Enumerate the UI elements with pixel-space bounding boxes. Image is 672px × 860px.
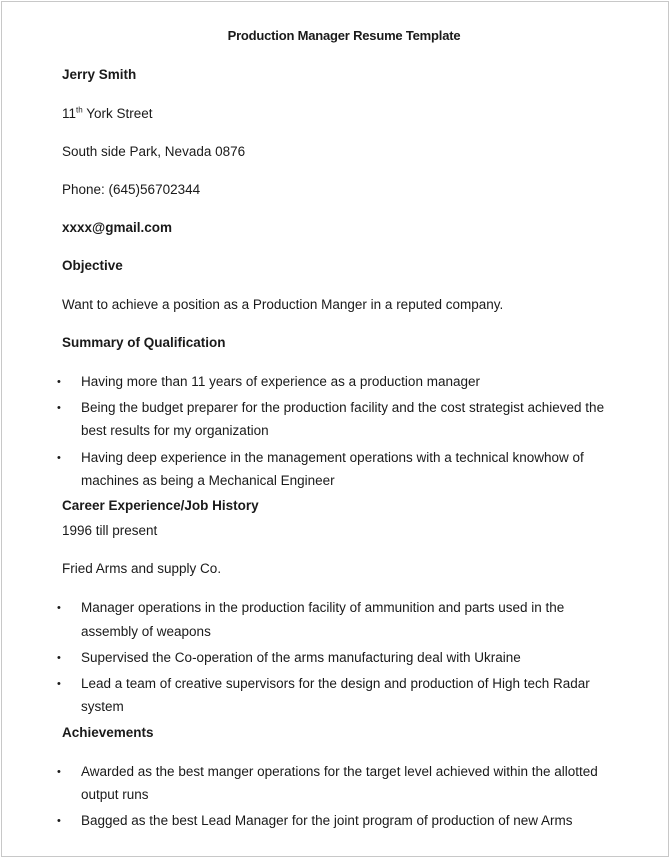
list-item-text: Manager operations in the production facility of ammunition and parts used in the xyxy=(81,600,565,615)
career-company: Fried Arms and supply Co. xyxy=(62,561,222,576)
bullet-icon: • xyxy=(57,652,61,664)
street-number: 11 xyxy=(62,106,77,121)
bullet-icon: • xyxy=(57,376,61,388)
career-period: 1996 till present xyxy=(62,523,158,538)
list-item-text-continued: assembly of weapons xyxy=(81,624,211,639)
achievements-heading: Achievements xyxy=(62,725,154,740)
street-name: York Street xyxy=(82,106,153,121)
bullet-icon: • xyxy=(57,402,61,414)
bullet-icon: • xyxy=(57,678,61,690)
summary-heading: Summary of Qualification xyxy=(62,335,226,350)
bullet-icon: • xyxy=(57,602,61,614)
list-item-text: Being the budget preparer for the production facility and the cost strategist achieved the xyxy=(81,400,605,415)
list-item-text-continued: best results for my organization xyxy=(81,423,269,438)
list-item-text: Supervised the Co-operation of the arms manufacturing deal with Ukraine xyxy=(81,650,521,665)
email-address: xxxx@gmail.com xyxy=(62,220,172,235)
street-address xyxy=(62,105,152,123)
list-item-text-continued: output runs xyxy=(81,787,149,802)
bullet-icon: • xyxy=(57,766,61,778)
objective-text: Want to achieve a position as a Production Manger in a reputed company. xyxy=(62,297,504,312)
candidate-name: Jerry Smith xyxy=(62,67,137,82)
list-item-text: Awarded as the best manger operations for the target level achieved within the allotted xyxy=(81,764,598,779)
list-item-text-continued: system xyxy=(81,699,124,714)
objective-heading: Objective xyxy=(62,258,123,273)
street-number-suffix: th xyxy=(76,105,83,115)
bullet-icon: • xyxy=(57,815,61,827)
career-heading: Career Experience/Job History xyxy=(62,498,259,513)
phone-number: Phone: (645)56702344 xyxy=(62,182,201,197)
list-item-text-continued: machines as being a Mechanical Engineer xyxy=(81,473,335,488)
city-line: South side Park, Nevada 0876 xyxy=(62,144,246,159)
list-item-text: Bagged as the best Lead Manager for the joint program of production of new Arms xyxy=(81,813,573,828)
bullet-icon: • xyxy=(57,452,61,464)
document-title: Production Manager Resume Template xyxy=(227,28,461,43)
list-item-text: Lead a team of creative supervisors for the design and production of High tech Radar xyxy=(81,676,590,691)
list-item-text: Having deep experience in the management operations with a technical knowhow of xyxy=(81,450,584,465)
list-item-text: Having more than 11 years of experience as a production manager xyxy=(81,374,480,389)
